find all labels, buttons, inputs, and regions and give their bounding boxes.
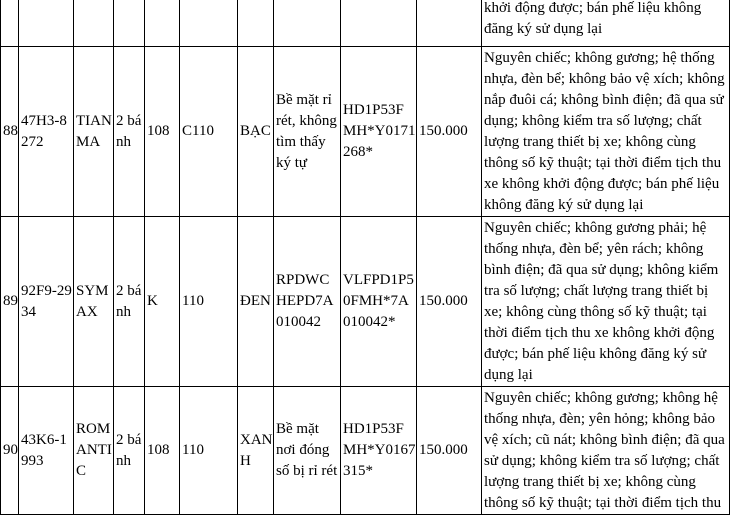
- engine-no-cell: RPDWCHEPD7A010042: [274, 217, 341, 387]
- brand-cell: ROMANTIC: [74, 387, 114, 515]
- frame-no-cell: VLFPD1P50FMH*7A010042*: [341, 217, 417, 387]
- col6-cell: 110: [180, 387, 238, 515]
- col5-cell: 108: [145, 387, 180, 515]
- stt-cell: 89: [1, 217, 19, 387]
- brand-cell: TIAN MA: [74, 47, 114, 217]
- frame-no-cell: HD1P53FMH*Y0171268*: [341, 47, 417, 217]
- plate-cell: 43K6-1993: [19, 387, 74, 515]
- engine-no-cell: Bề mặt rỉ rét, không tìm thấy ký tự: [274, 47, 341, 217]
- note-cell: Nguyên chiếc; không gương; hệ thống nhựa, đèn bể; không bảo vệ xích; không nắp đuôi cá; không bình điện; đã qua sử dụng; không kiểm tra số lượng; chất lượng trang thiết bị xe; không cùng thông số kỹ thuật; tại thời điểm tịch thu xe không khởi động được; bán phế liệu không đăng ký sử dụng lại: [482, 47, 730, 217]
- plate-cell: 47H3-8272: [19, 47, 74, 217]
- table-row-continued: [1, 0, 730, 47]
- price-cell: 150.000: [417, 217, 482, 387]
- col6-cell: C110: [180, 47, 238, 217]
- table-row: [1, 47, 730, 217]
- stt-cell: 90: [1, 387, 19, 515]
- plate-cell: 92F9-2934: [19, 217, 74, 387]
- table-row: [1, 387, 730, 515]
- note-cell: Nguyên chiếc; không gương; không hệ thống nhựa, đèn; yên hỏng; không bảo vệ xích; cũ nát; không bình điện; đã qua sử dụng; không kiểm tra số lượng; chất lượng trang thiết bị xe; không cùng thông số kỹ thuật; tại thời điểm tịch thu: [482, 387, 730, 515]
- col5-cell: 108: [145, 47, 180, 217]
- price-cell: 150.000: [417, 47, 482, 217]
- table-row: [1, 217, 730, 387]
- frame-no-cell: HD1P53FMH*Y0167315*: [341, 387, 417, 515]
- brand-cell: SYMAX: [74, 217, 114, 387]
- color-cell: ĐEN: [238, 217, 274, 387]
- engine-no-cell: Bề mặt nơi đóng số bị rỉ rét: [274, 387, 341, 515]
- type-cell: 2 bánh: [114, 47, 145, 217]
- note-cell: Nguyên chiếc; không gương phải; hệ thống nhựa, đèn bể; yên rách; không bình điện; đã qua sử dụng; không kiểm tra số lượng; chất lượng trang thiết bị xe; không cùng thông số kỹ thuật; tại thời điểm tịch thu xe không khởi động được; bán phế liệu không đăng ký sử dụng lại: [482, 217, 730, 387]
- note-cell: khởi động được; bán phế liệu không đăng ký sử dụng lại: [482, 0, 730, 47]
- price-cell: 150.000: [417, 387, 482, 515]
- type-cell: 2 bánh: [114, 387, 145, 515]
- col6-cell: 110: [180, 217, 238, 387]
- col5-cell: K: [145, 217, 180, 387]
- color-cell: BẠC: [238, 47, 274, 217]
- type-cell: 2 bánh: [114, 217, 145, 387]
- stt-cell: 88: [1, 47, 19, 217]
- color-cell: XANH: [238, 387, 274, 515]
